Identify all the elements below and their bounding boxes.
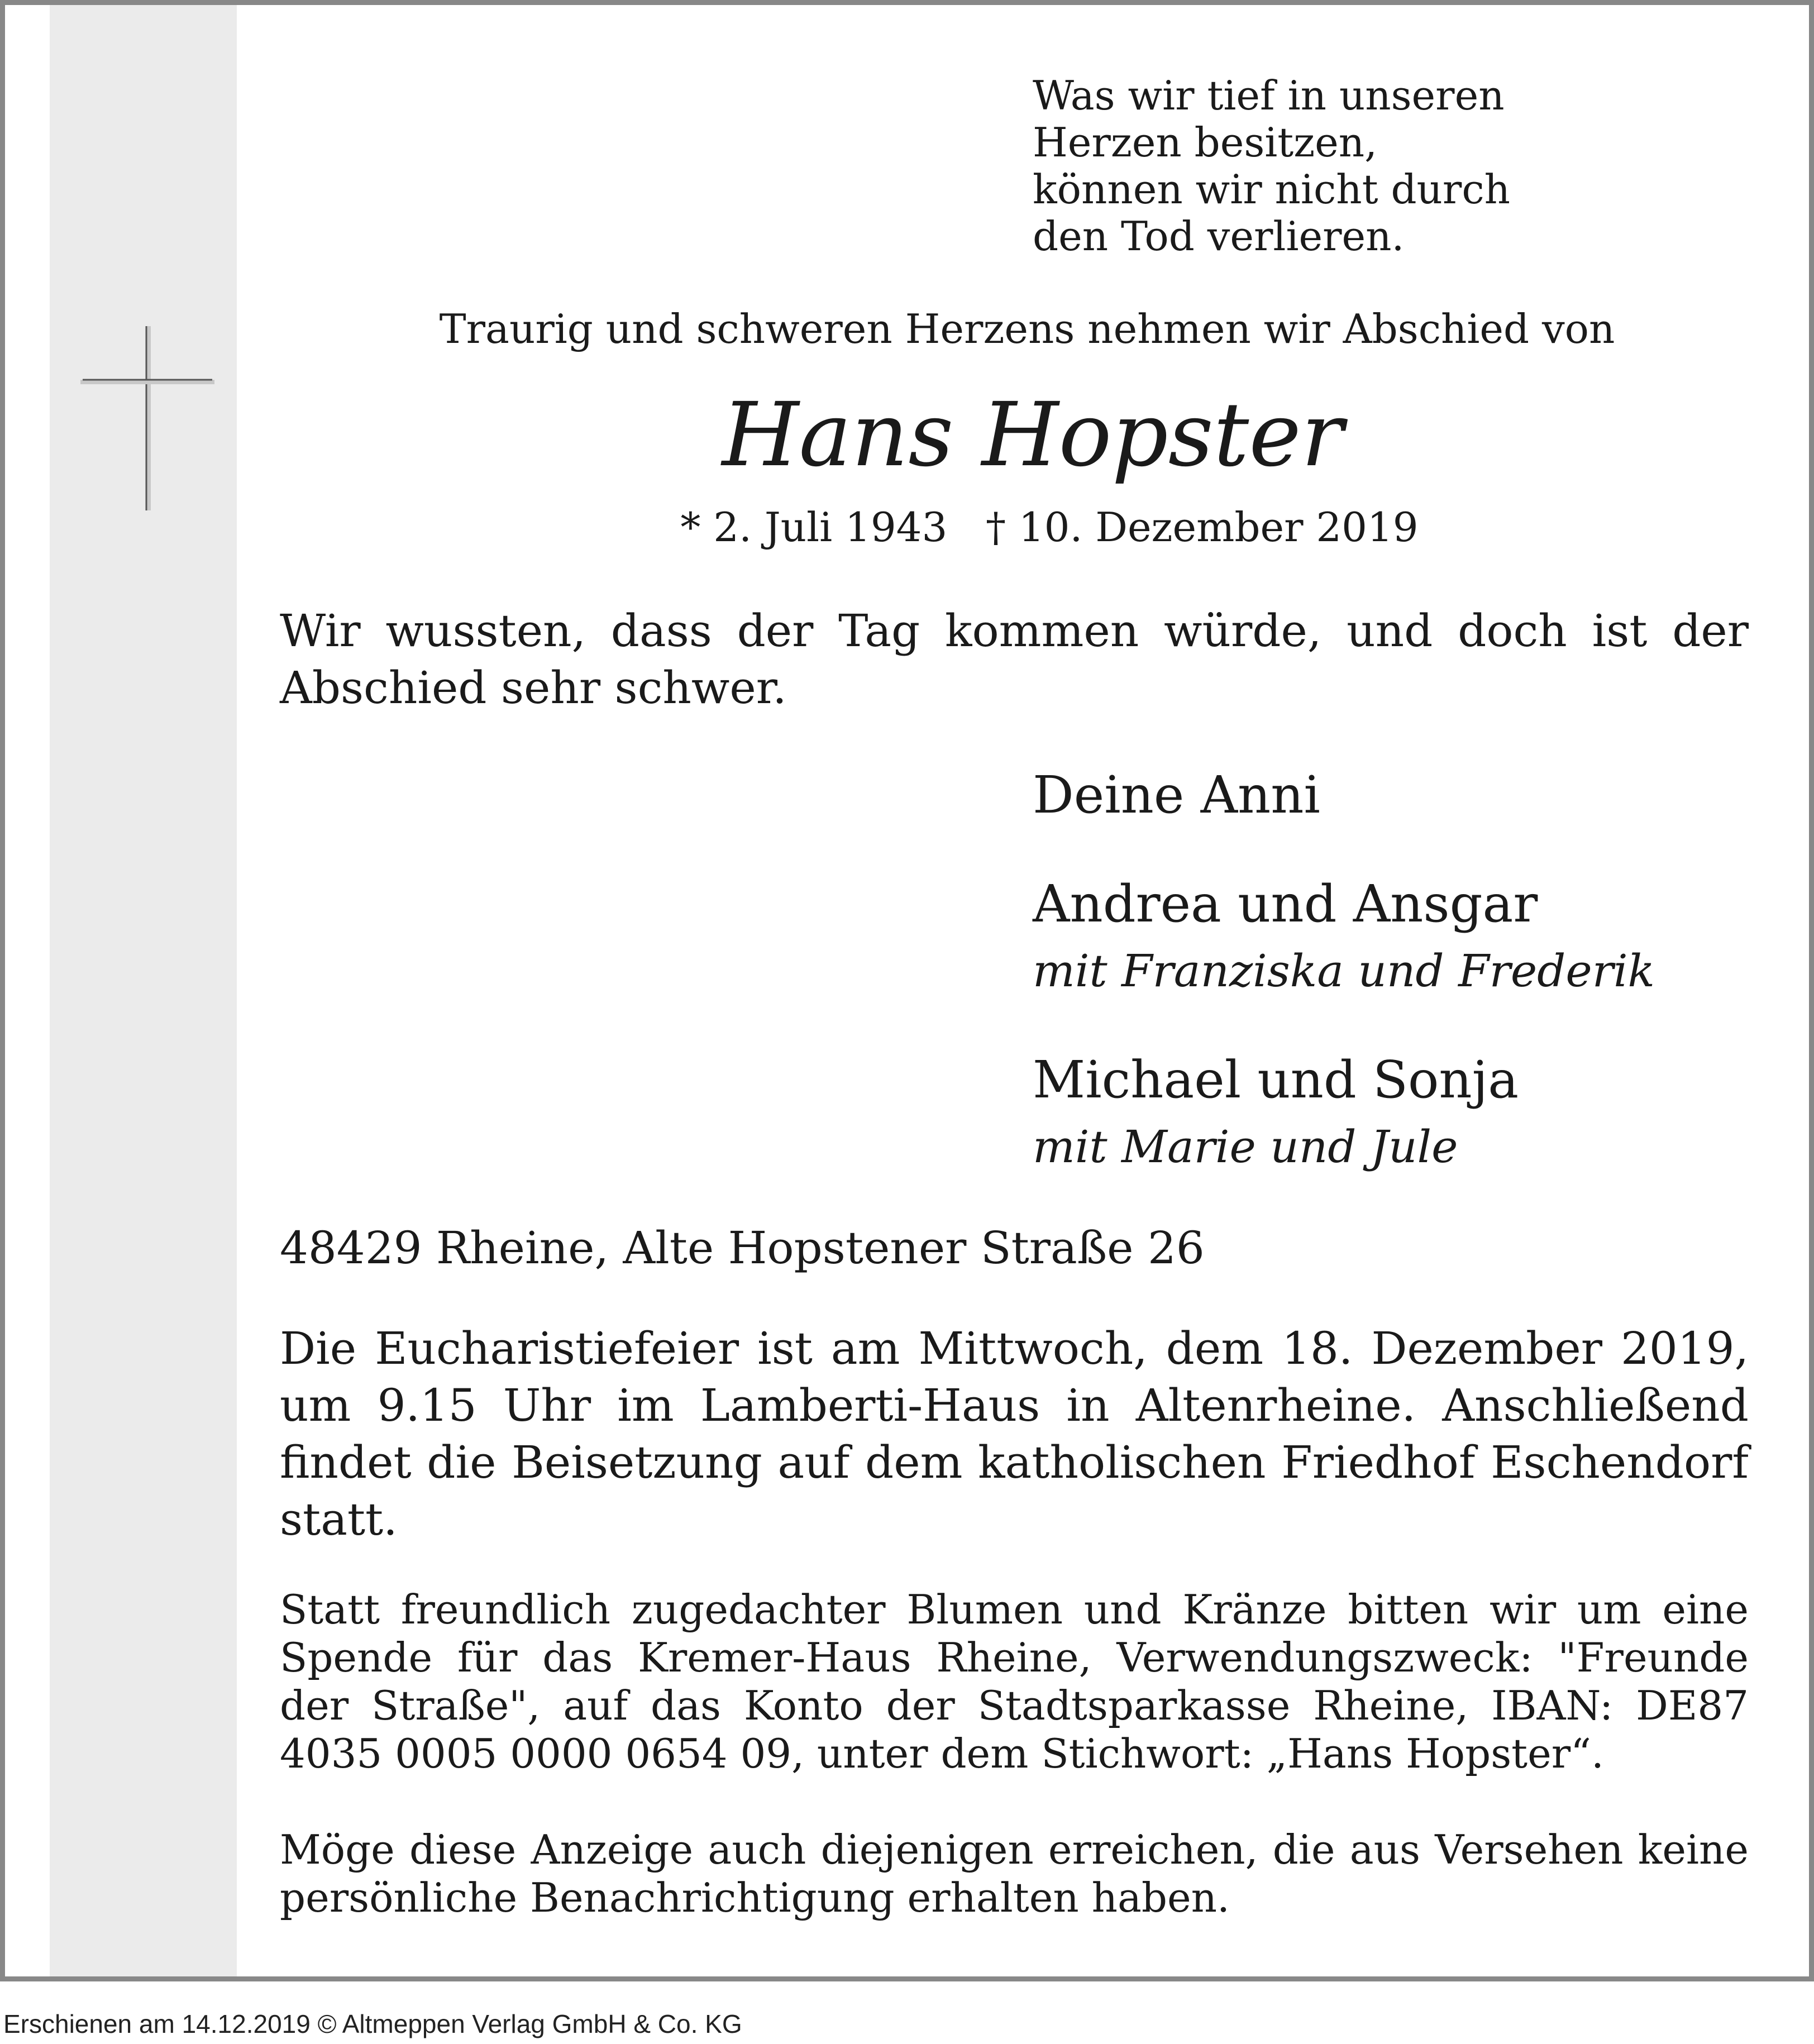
closing-note: Möge diese Anzeige auch diejenigen erreichen, die aus Versehen keine persönliche Benachrichtigung erhalten haben.: [280, 1826, 1749, 1921]
motto-line: Herzen besitzen,: [1033, 119, 1378, 166]
motto-line: können wir nicht durch: [1033, 166, 1511, 213]
side-strip: [50, 5, 237, 1976]
family-child-2: Michael und Sonja: [1033, 1050, 1519, 1110]
message-text: Wir wussten, dass der Tag kommen würde, und doch ist der Abschied sehr schwer.: [280, 605, 1749, 714]
publication-footer: Erschienen am 14.12.2019 © Altmeppen Verlag GmbH & Co. KG: [3, 2009, 742, 2038]
death-date: † 10. Dezember 2019: [985, 504, 1419, 551]
family-grandchildren-1: mit Franziska und Frederik: [1033, 945, 1655, 997]
motto: [1033, 72, 1510, 260]
intro-text: Traurig und schweren Herzens nehmen wir Abschied von: [439, 305, 1615, 352]
donation-info: Statt freundlich zugedachter Blumen und Kränze bitten wir um eine Spende für das Kremer-Haus Rheine, Verwendungszweck: "Freunde der Straße", auf das Konto der Stadtsparkasse Rheine, IBAN: DE87 4035 0005 0000 0654 09, unter dem Stichwort: „Hans Hopster“.: [280, 1586, 1749, 1777]
family-child-1: Andrea und Ansgar: [1033, 874, 1538, 934]
birth-date: * 2. Juli 1943: [680, 504, 948, 551]
deceased-name: Hans Hopster: [722, 384, 1344, 486]
family-grandchildren-2: mit Marie und Jule: [1033, 1121, 1458, 1173]
service-info: Die Eucharistiefeier ist am Mittwoch, dem 18. Dezember 2019, um 9.15 Uhr im Lamberti-Haus in Altenrheine. Anschließend findet die Beisetzung auf dem katholischen Friedhof Eschendorf statt.: [280, 1322, 1749, 1545]
life-dates: [608, 502, 1491, 552]
address: 48429 Rheine, Alte Hopstener Straße 26: [280, 1222, 1205, 1274]
motto-line: den Tod verlieren.: [1033, 213, 1405, 260]
family-wife: Deine Anni: [1033, 765, 1320, 825]
cross-icon: [80, 326, 226, 516]
motto-line: Was wir tief in unseren: [1033, 72, 1505, 119]
